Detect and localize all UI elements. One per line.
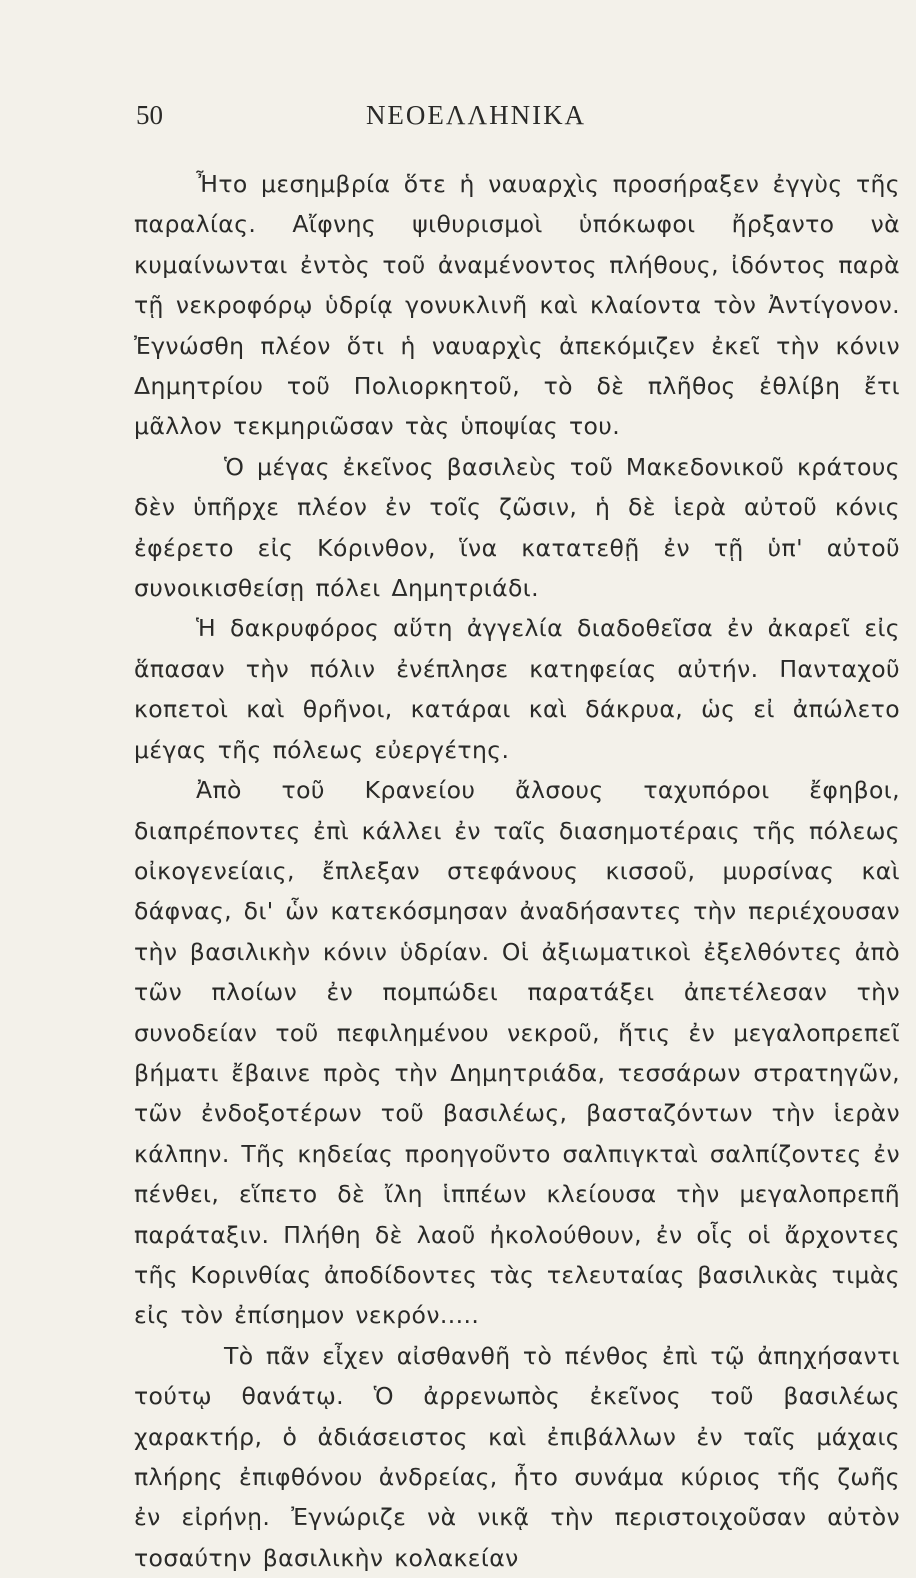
paragraph-1: Ἦτο μεσημβρία ὅτε ἡ ναυαρχὶς προσήραξεν ἐγγὺς τῆς παραλίας. Αἴφνης ψιθυρισμοὶ ὑπόκωφοι ἤρξαντο νὰ κυμαίνωνται ἐντὸς τοῦ ἀναμένοντος πλήθους, ἰδόντος παρὰ τῇ νεκροφόρῳ ὑδρίᾳ γονυκλινῆ καὶ κλαίοντα τὸν Ἀντίγονον. Ἐγνώσθη πλέον ὅτι ἡ ναυαρχὶς ἀπεκόμιζεν ἐκεῖ τὴν κόνιν Δημητρίου τοῦ Πολιορκητοῦ, τὸ δὲ πλῆθος ἐθλίβη ἔτι μᾶλλον τεκμηριῶσαν τὰς ὑποψίας του. (134, 170, 900, 441)
running-title: ΝΕΟΕΛΛΗΝΙΚΑ (365, 100, 587, 130)
paragraph-5: Τὸ πᾶν εἶχεν αἰσθανθῆ τὸ πένθος ἐπὶ τῷ ἀπηχήσαντι τούτῳ θανάτῳ. Ὁ ἀρρενωπὸς ἐκεῖνος τοῦ βασιλέως χαρακτήρ, ὁ ἀδιάσειστος καὶ ἐπιβάλλων ἐν ταῖς μάχαις πλήρης ἐπιφθόνου ἀνδρείας, ἦτο συνάμα κύριος τῆς ζωῆς ἐν εἰρήνῃ. Ἐγνώριζε νὰ νικᾷ τὴν περιστοιχοῦσαν αὐτὸν τοσαύτην βασιλικὴν κολακείαν (134, 1341, 900, 1572)
paragraph-4: Ἀπὸ τοῦ Κρανείου ἄλσους ταχυπόροι ἔφηβοι, διαπρέποντες ἐπὶ κάλλει ἐν ταῖς διασημοτέραις τῆς πόλεως οἰκογενείαις, ἔπλεξαν στεφάνους κισσοῦ, μυρσίνας καὶ δάφνας, δι' ὧν κατεκόσμησαν ἀναδήσαντες τὴν περιέχουσαν τὴν βασιλικὴν κόνιν ὑδρίαν. Οἱ ἀξιωματικοὶ ἐξελθόντες ἀπὸ τῶν πλοίων ἐν πομπώδει παρατάξει ἀπετέλεσαν τὴν συνοδείαν τοῦ πεφιλημένου νεκροῦ, ἥτις ἐν μεγαλοπρεπεῖ βήματι ἔβαινε πρὸς τὴν Δημητριάδα, τεσσάρων στρατηγῶν, τῶν ἐνδοξοτέρων τοῦ βασιλέως, βασταζόντων τὴν ἱερὰν κάλπην. Τῆς κηδείας προηγοῦντο σαλπιγκταὶ σαλπίζοντες ἐν πένθει, εἵπετο δὲ ἴλη ἱππέων κλείουσα τὴν μεγαλοπρεπῆ παράταξιν. Πλήθη δὲ λαοῦ ἠκολούθουν, ἐν οἷς οἱ ἄρχοντες τῆς Κορινθίας ἀποδίδοντες τὰς τελευταίας βασιλικὰς τιμὰς εἰς τὸν ἐπίσημον νεκρόν..... (134, 776, 900, 1330)
page-number: 50 (136, 100, 163, 130)
paragraph-3: Ἡ δακρυφόρος αὕτη ἀγγελία διαδοθεῖσα ἐν ἀκαρεῖ εἰς ἅπασαν τὴν πόλιν ἐνέπλησε κατηφείας αὐτήν. Πανταχοῦ κοπετοὶ καὶ θρῆνοι, κατάραι καὶ δάκρυα, ὡς εἰ ἀπώλετο μέγας τῆς πόλεως εὐεργέτης. (134, 614, 900, 764)
paragraph-2: Ὁ μέγας ἐκεῖνος βασιλεὺς τοῦ Μακεδονικοῦ κράτους δὲν ὑπῆρχε πλέον ἐν τοῖς ζῶσιν, ἡ δὲ ἱερὰ αὐτοῦ κόνις ἐφέρετο εἰς Κόρινθον, ἵνα κατατεθῇ ἐν τῇ ὑπ' αὐτοῦ συνοικισθείσῃ πόλει Δημητριάδι. (134, 452, 900, 603)
body-text (134, 164, 900, 1578)
page-header (136, 100, 876, 140)
